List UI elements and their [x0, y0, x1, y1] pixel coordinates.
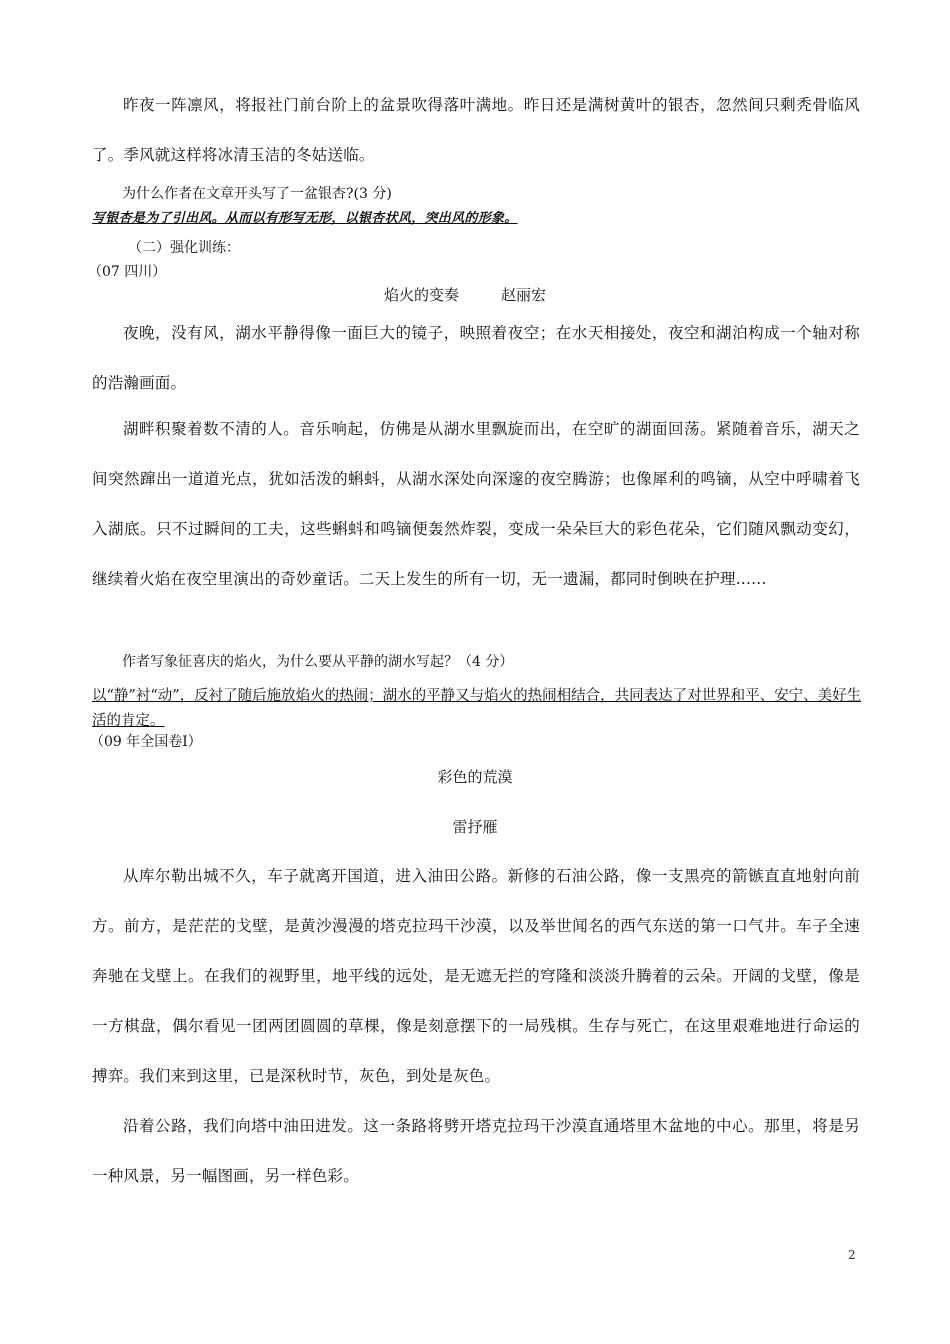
answer-1-handwritten: 写银杏是为了引出风。从而以有形写无形，以银杏状风，突出风的形象。: [92, 211, 518, 226]
source-label-2: （09 年全国卷Ⅰ）: [90, 734, 202, 750]
section-heading: （二）强化训练：: [128, 240, 240, 256]
question-2: 作者写象征喜庆的焰火，为什么要从平静的湖水写起？（4 分）: [122, 654, 514, 670]
article-2-paragraph: 沿着公路，我们向塔中油田进发。这一条路将劈开塔克拉玛干沙漠直通塔里木盆地的中心。那里，将是另一种风景，另一幅图画，另一样色彩。: [92, 1117, 860, 1185]
article-1-paragraph: 夜晚，没有风，湖水平静得像一面巨大的镜子，映照着夜空；在水天相接处，夜空和湖泊构成一个轴对称的浩瀚画面。: [92, 324, 860, 392]
page-number: 2: [848, 1248, 856, 1262]
article-1-paragraph: 湖畔积聚着数不清的人。音乐响起，仿佛是从湖水里飘旋而出，在空旷的湖面回荡。紧随着音乐，湖天之间突然蹿出一道道光点，犹如活泼的蝌蚪，从湖水深处向深邃的夜空腾游；也像犀利的鸣镝，从空中呼啸着飞入湖底。只不过瞬间的工夫，这些蝌蚪和鸣镝便轰然炸裂，变成一朵朵巨大的彩色花朵，它们随风飘动变幻，继续着火焰在夜空里演出的奇妙童话。二天上发生的所有一切，无一遗漏，都同时倒映在护理......: [92, 420, 860, 588]
article-2-paragraph: 从库尔勒出城不久，车子就离开国道，进入油田公路。新修的石油公路，像一支黑亮的箭镞直直地射向前方。前方，是茫茫的戈壁，是黄沙漫漫的塔克拉玛干沙漠，以及举世闻名的西气东送的第一口气井。车子全速奔驰在戈壁上。在我们的视野里，地平线的远处，是无遮无拦的穹隆和淡淡升腾着的云朵。开阔的戈壁，像是一方棋盘，偶尔看见一团两团圆圆的草棵，像是刻意摆下的一局残棋。生存与死亡，在这里艰难地进行命运的搏弈。我们来到这里，已是深秋时节，灰色，到处是灰色。: [92, 867, 860, 1085]
article-2-author: 雷抒雁: [452, 818, 498, 836]
article-2-title: 彩色的荒漠: [437, 768, 513, 786]
question-1: 为什么作者在文章开头写了一盆银杏?(3 分): [122, 186, 392, 202]
answer-2: 以“静”衬“动”，反衬了随后施放焰火的热闹；湖水的平静又与焰火的热闹相结合，共同表达了对世界和平、安宁、美好生活的肯定。: [92, 688, 862, 729]
intro-paragraph: 昨夜一阵凛风，将报社门前台阶上的盆景吹得落叶满地。昨日还是满树黄叶的银杏，忽然间只剩秃骨临风了。季风就这样将冰清玉洁的冬姑送临。: [92, 96, 860, 164]
article-1-heading: [384, 284, 546, 306]
source-label-1: （07 四川）: [88, 264, 167, 280]
article-1-title: 焰火的变奏: [384, 286, 460, 304]
article-1-author: 赵丽宏: [501, 286, 547, 304]
